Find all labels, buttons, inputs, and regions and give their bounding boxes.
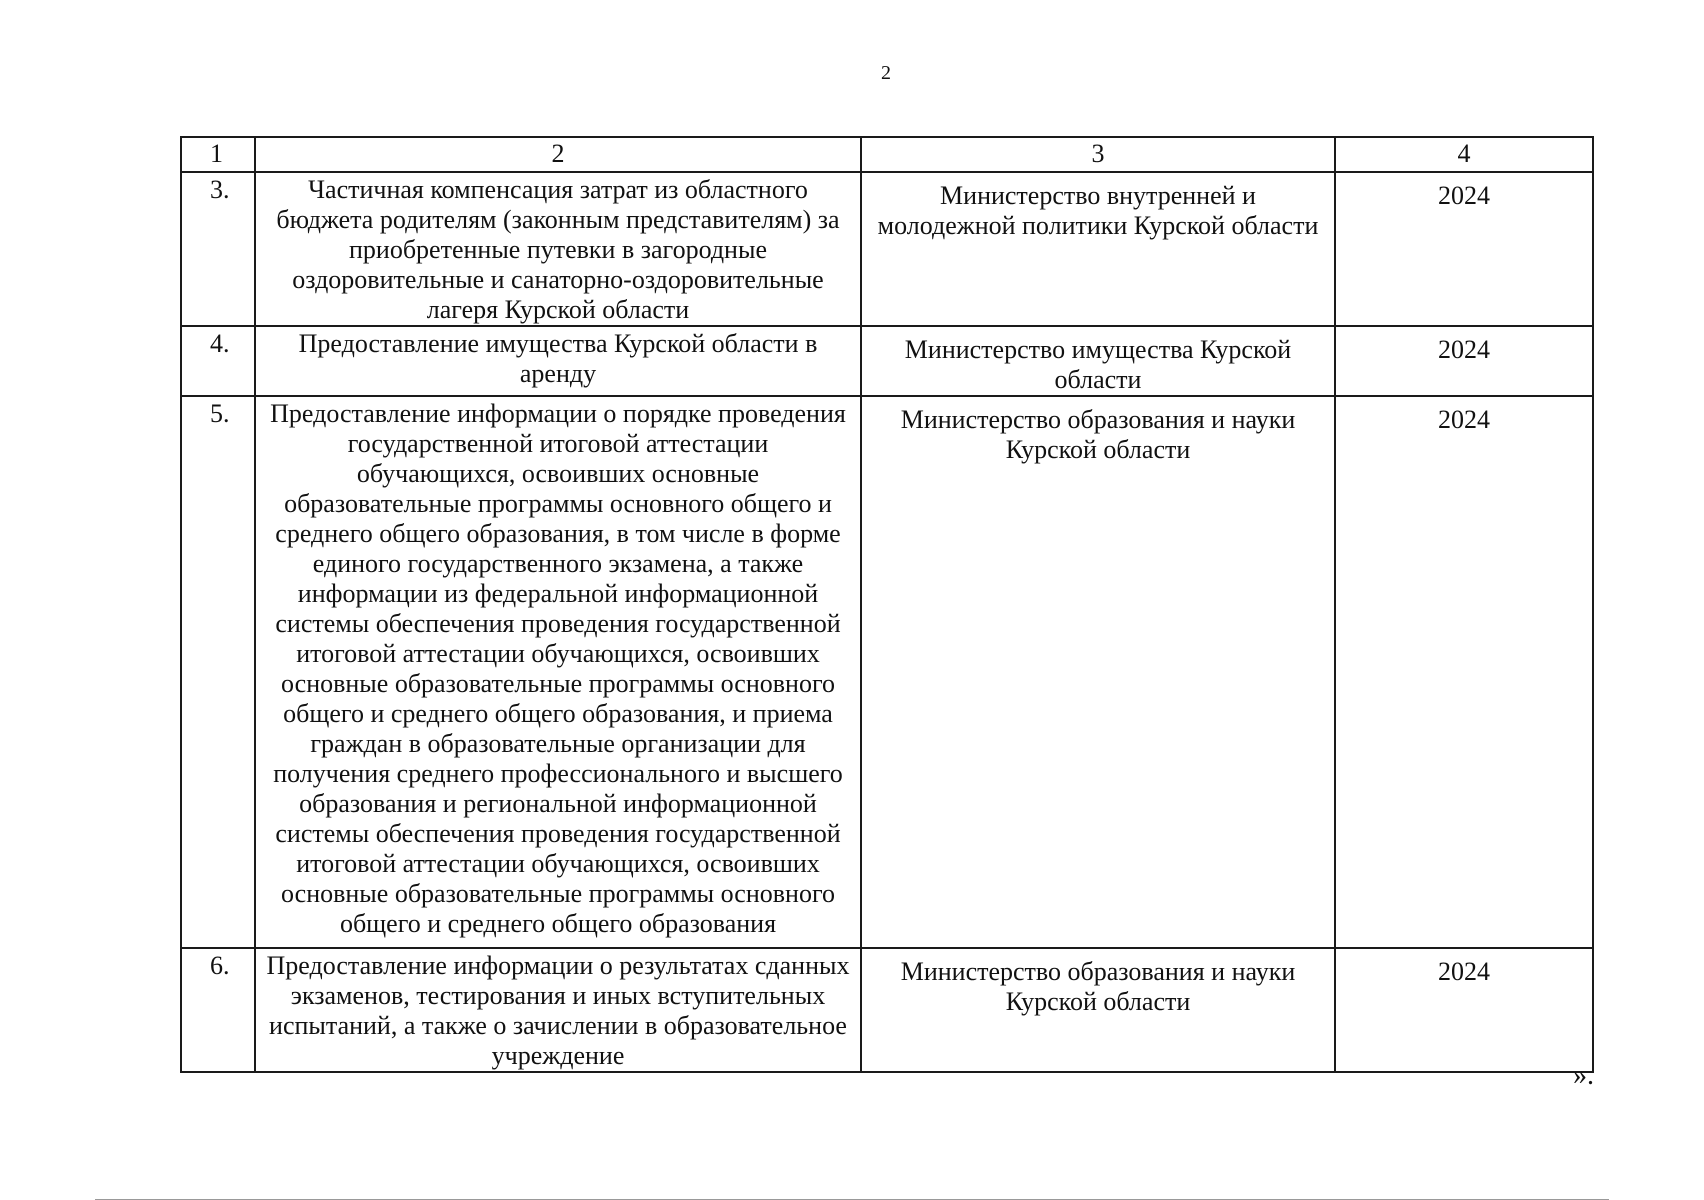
organization-text: Министерство образования и науки Курской области: [900, 405, 1296, 464]
service-name-text: Предоставление информации о порядке проведения государственной итоговой аттестации обучающихся, освоивших основные образовательные программы основного общего и среднего общего образования, в том числе в форме единого государственного экзамена, а также информации из федеральной информационной системы обеспечения проведения государственной итоговой аттестации обучающихся, освоивших основные образовательные программы основного общего и среднего общего образования, и приема граждан в образовательные организации для получения среднего профессионального и высшего образования и региональной информационной системы обеспечения проведения государственной итоговой аттестации обучающихся, освоивших основные образовательные программы основного общего и среднего общего образования: [270, 399, 846, 938]
column-header-3: 3: [861, 137, 1335, 172]
year-text: 2024: [1438, 405, 1490, 434]
row-number: 5.: [181, 396, 255, 948]
organization-text: Министерство внутренней и молодежной политики Курской области: [877, 181, 1319, 240]
row-number: 6.: [181, 948, 255, 1072]
service-name-text: Предоставление информации о результатах сданных экзаменов, тестирования и иных вступительных испытаний, а также о зачислении в образовательное учреждение: [266, 951, 850, 1070]
organization-text: Министерство образования и науки Курской области: [900, 957, 1296, 1016]
organization-text: Министерство имущества Курской области: [904, 335, 1292, 394]
year-text: 2024: [1438, 957, 1490, 986]
year-cell: [1335, 396, 1593, 948]
service-name: [255, 172, 861, 326]
closing-quote-mark: ».: [1573, 1060, 1594, 1091]
services-table: [180, 136, 1594, 1073]
table-row: [181, 948, 1593, 1072]
service-name-text: Частичная компенсация затрат из областного бюджета родителям (законным представителям) за приобретенные путевки в загородные оздоровительные и санаторно-оздоровительные лагеря Курской области: [276, 175, 840, 324]
responsible-organization: [861, 326, 1335, 396]
row-number: 4.: [181, 326, 255, 396]
column-header-2: 2: [255, 137, 861, 172]
year-cell: [1335, 948, 1593, 1072]
year-text: 2024: [1438, 181, 1490, 210]
responsible-organization: [861, 396, 1335, 948]
service-name: [255, 326, 861, 396]
row-number: 3.: [181, 172, 255, 326]
year-text: 2024: [1438, 335, 1490, 364]
page-number: 2: [881, 62, 891, 84]
service-name-text: Предоставление имущества Курской области в аренду: [298, 329, 818, 388]
year-cell: [1335, 326, 1593, 396]
table-header-row: [181, 137, 1593, 172]
service-name: [255, 948, 861, 1072]
responsible-organization: [861, 172, 1335, 326]
table-row: [181, 172, 1593, 326]
responsible-organization: [861, 948, 1335, 1072]
service-name: [255, 396, 861, 948]
year-cell: [1335, 172, 1593, 326]
table-row: [181, 396, 1593, 948]
table-row: [181, 326, 1593, 396]
column-header-1: 1: [181, 137, 255, 172]
column-header-4: 4: [1335, 137, 1593, 172]
